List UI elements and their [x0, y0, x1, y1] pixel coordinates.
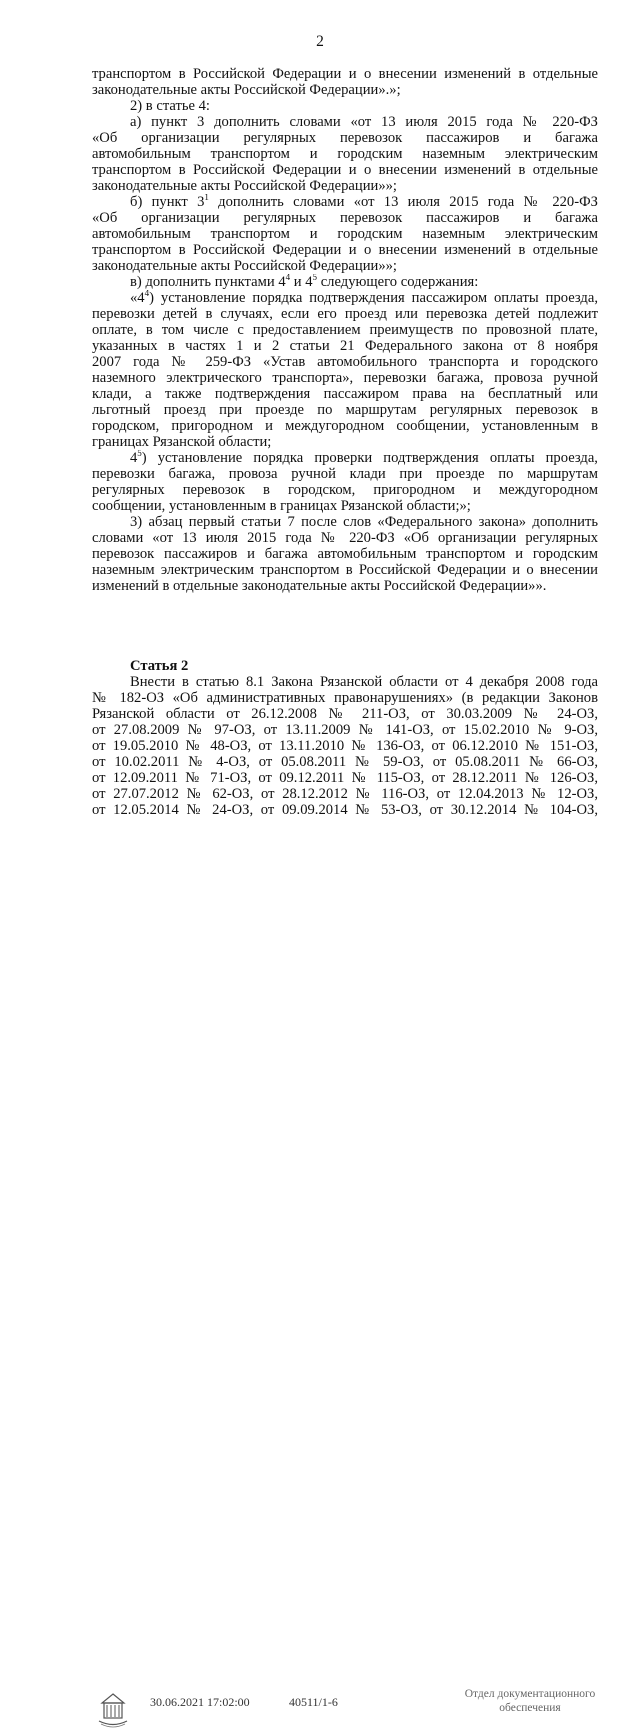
text-line: Рязанской области от 26.12.2008 № 211-ОЗ, от 30.03.2009 № 24-ОЗ, — [92, 706, 598, 722]
text-line: перевозки детей в случаях, если его проезд или перевозка детей подлежит — [92, 306, 598, 322]
text-line: а) пункт 3 дополнить словами «от 13 июля 2015 года № 220-ФЗ — [130, 114, 598, 130]
article-1-continuation — [92, 66, 598, 594]
text-line: законодательные акты Российской Федерации».»; — [92, 82, 401, 98]
text-line: словами «от 13 июля 2015 года № 220-ФЗ «Об организации регулярных — [92, 530, 598, 546]
text-line: от 12.09.2011 № 71-ОЗ, от 09.12.2011 № 115-ОЗ, от 28.12.2011 № 126-ОЗ, — [92, 770, 598, 786]
text-line: перевозки багажа, провоза ручной клади при проезде по маршрутам — [92, 466, 598, 482]
text-line: автомобильным транспортом и городским наземным электрическим — [92, 146, 598, 162]
article-2-heading: Статья 2 — [130, 658, 189, 674]
text-line: Внести в статью 8.1 Закона Рязанской области от 4 декабря 2008 года — [130, 674, 598, 690]
text-line: льготный проезд при проезде по маршрутам регулярных перевозок в — [92, 402, 598, 418]
text-line: законодательные акты Российской Федерации»»; — [92, 258, 397, 274]
building-stamp-icon — [96, 1691, 130, 1729]
text-line: регулярных перевозок в городском, пригородном и междугородном — [92, 482, 598, 498]
text-line: наземного электрического транспорта», перевозки багажа, провоза ручной — [92, 370, 598, 386]
text-line: транспортом в Российской Федерации и о внесении изменений в отдельные — [92, 66, 598, 82]
text-line: указанных в частях 1 и 2 статьи 21 Федерального закона от 8 ноября — [92, 338, 598, 354]
footer-registration-number: 40511/1-6 — [289, 1695, 338, 1709]
text-line: наземным электрическим транспортом в Российской Федерации и о внесении — [92, 562, 598, 578]
text-line: в) дополнить пунктами $4^4$ и $4^5$ следующего содержания: — [130, 274, 479, 290]
text-line: б) пункт $3^1$ дополнить словами «от 13 июля 2015 года № 220-ФЗ — [130, 194, 598, 210]
text-line: от 19.05.2010 № 48-ОЗ, от 13.11.2010 № 136-ОЗ, от 06.12.2010 № 151-ОЗ, — [92, 738, 598, 754]
text-line: 2) в статье 4: — [130, 98, 210, 114]
text-line: от 12.05.2014 № 24-ОЗ, от 09.09.2014 № 53-ОЗ, от 30.12.2014 № 104-ОЗ, — [92, 802, 598, 818]
text-line: изменений в отдельные законодательные акты Российской Федерации»». — [92, 578, 547, 594]
text-line: от 27.08.2009 № 97-ОЗ, от 13.11.2009 № 141-ОЗ, от 15.02.2010 № 9-ОЗ, — [92, 722, 598, 738]
text-line: городском, пригородном и междугородном сообщении, установленным в — [92, 418, 598, 434]
text-line: сообщении, установленным в границах Рязанской области;»; — [92, 498, 471, 514]
text-line: $4^5$) установление порядка проверки подтверждения оплаты проезда, — [130, 450, 598, 466]
text-line: транспортом в Российской Федерации и о внесении изменений в отдельные — [92, 242, 598, 258]
text-line: автомобильным транспортом и городским наземным электрическим — [92, 226, 598, 242]
text-line: перевозок пассажиров и багажа автомобильным транспортом и городским — [92, 546, 598, 562]
text-line: 3) абзац первый статьи 7 после слов «Федерального закона» дополнить — [130, 514, 598, 530]
text-line: от 10.02.2011 № 4-ОЗ, от 05.08.2011 № 59-ОЗ, от 05.08.2011 № 66-ОЗ, — [92, 754, 598, 770]
text-line: от 27.07.2012 № 62-ОЗ, от 28.12.2012 № 116-ОЗ, от 12.04.2013 № 12-ОЗ, — [92, 786, 598, 802]
text-line: оплате, в том числе с предоставлением преимуществ по провозной плате, — [92, 322, 598, 338]
footer-department-line-1: Отдел документационного — [464, 1688, 596, 1700]
footer-department-line-2: обеспечения — [499, 1702, 561, 1714]
footer-department — [440, 1687, 620, 1715]
text-line: транспортом в Российской Федерации и о внесении изменений в отдельные — [92, 162, 598, 178]
text-line: границах Рязанской области; — [92, 434, 272, 450]
text-line: клади, а также подтверждения пассажиром права на бесплатный или — [92, 386, 598, 402]
text-line: «Об организации регулярных перевозок пассажиров и багажа — [92, 210, 598, 226]
page-number: 2 — [316, 33, 324, 50]
text-line: 2007 года № 259-ФЗ «Устав автомобильного транспорта и городского — [92, 354, 598, 370]
article-2-body — [92, 674, 598, 818]
article-2 — [92, 658, 598, 818]
text-line: «$4^4$) установление порядка подтверждения пассажиром оплаты проезда, — [130, 290, 598, 306]
text-line: № 182-ОЗ «Об административных правонарушениях» (в редакции Законов — [92, 690, 598, 706]
footer-date: 30.06.2021 17:02:00 — [150, 1695, 250, 1709]
text-line: «Об организации регулярных перевозок пассажиров и багажа — [92, 130, 598, 146]
text-line: законодательные акты Российской Федерации»»; — [92, 178, 397, 194]
document-footer — [0, 842, 640, 1714]
